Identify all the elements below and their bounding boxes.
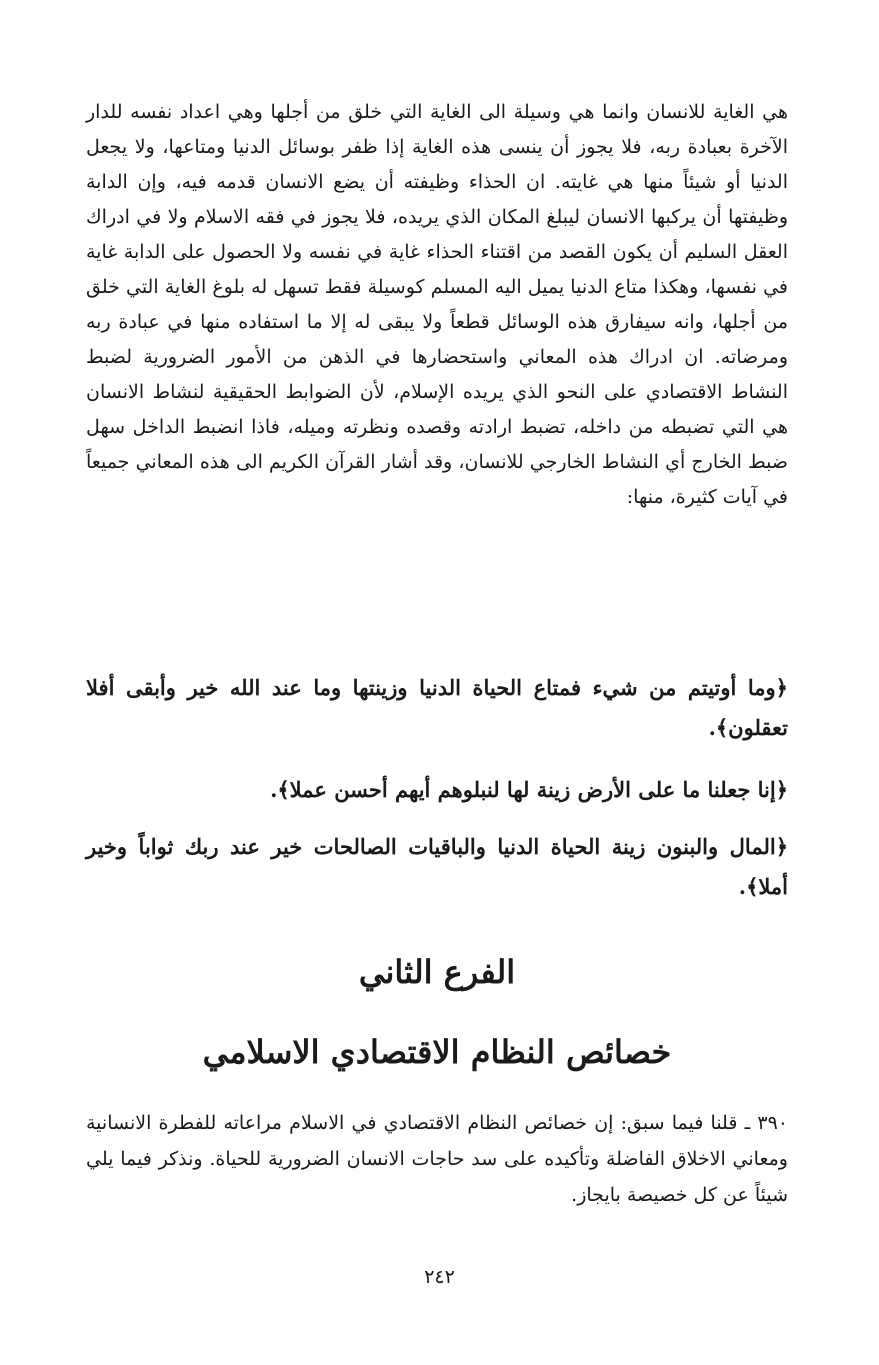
- page-number: ٢٤٢: [424, 1266, 455, 1288]
- quran-verse-2: ﴿إنا جعلنا ما على الأرض زينة لها لنبلوهم أيهم أحسن عملا﴾.: [270, 777, 788, 802]
- quran-verse-1: ﴿وما أوتيتم من شيء فمتاع الحياة الدنيا وزينتها وما عند الله خير وأبقى أفلا تعقلون﴾.: [86, 675, 788, 740]
- quran-verse-3: ﴿المال والبنون زينة الحياة الدنيا والباقيات الصالحات خير عند ربك ثواباً وخير أملا﴾.: [86, 834, 788, 899]
- section-title: خصائص النظام الاقتصادي الاسلامي: [202, 1033, 672, 1071]
- section-heading: الفرع الثاني: [358, 953, 516, 991]
- body-paragraph: هي الغاية للانسان وانما هي وسيلة الى الغاية التي خلق من أجلها وهي اعداد نفسه للدار الآخرة بعبادة ربه، فلا يجوز أن ينسى هذه الغاية إذا ظفر بوسائل الدنيا ومتاعها، ولا يجعل الدنيا أو شيئاً منها هي غايته. ان الحذاء وظيفته أن يضع الانسان قدمه فيه، وإن الدابة وظيفتها أن يركبها الانسان ليبلغ المكان الذي يريده، فلا يجوز في فقه الاسلام ولا في ادراك العقل السليم أن يكون القصد من اقتناء الحذاء غاية في نفسه ولا الحصول على الدابة غاية في نفسها، وهكذا متاع الدنيا يميل اليه المسلم كوسيلة فقط تسهل له بلوغ الغاية التي خلق من أجلها، وانه سيفارق هذه الوسائل قطعاً ولا يبقى له إلا ما استفاده منها في عبادة ربه ومرضاته. ان ادراك هذه المعاني واستحضارها في الذهن من الأمور الضرورية لضبط النشاط الاقتصادي على النحو الذي يريده الإسلام، لأن الضوابط الحقيقية لنشاط الانسان هي التي تضبطه من داخله، تضبط ارادته وقصده ونظرته وميله، فاذا انضبط الداخل سهل ضبط الخارج أي النشاط الخارجي للانسان، وقد أشار القرآن الكريم الى هذه المعاني جميعاً في آيات كثيرة، منها:: [86, 101, 788, 508]
- section-paragraph: ٣٩٠ ـ قلنا فيما سبق: إن خصائص النظام الاقتصادي في الاسلام مراعاته للفطرة الانسانية ومعاني الاخلاق الفاضلة وتأكيده على سد حاجات الانسان الضرورية للحياة. ونذكر فيما يلي شيئاً عن كل خصيصة بايجاز.: [86, 1112, 788, 1206]
